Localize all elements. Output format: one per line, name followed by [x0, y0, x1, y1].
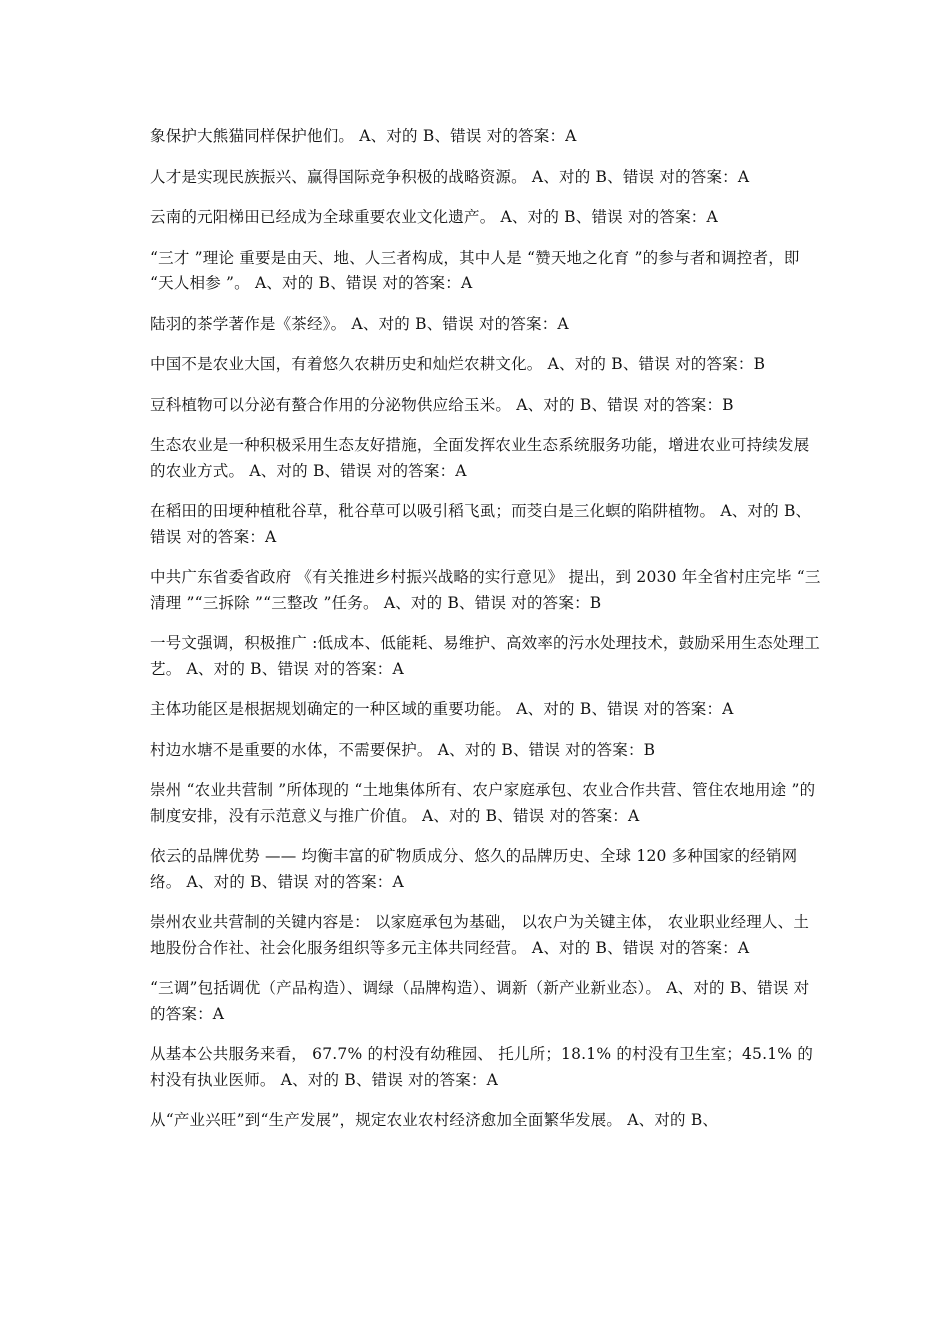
question-item: 中国不是农业大国，有着悠久农耕历史和灿烂农耕文化。 A、对的 B、错误 对的答案：B	[150, 355, 766, 373]
question-item: 一号文强调，积极推广 :低成本、低能耗、易维护、高效率的污水处理技术，鼓励采用生态处理工艺。 A、对的 B、错误 对的答案：A	[150, 634, 820, 678]
question-item: 依云的品牌优势 —— 均衡丰富的矿物质成分、悠久的品牌历史、全球 120 多种国家的经销网络。 A、对的 B、错误 对的答案：A	[150, 847, 798, 891]
question-item: 生态农业是一种积极采用生态友好措施，全面发挥农业生态系统服务功能，增进农业可持续发展的农业方式。 A、对的 B、错误 对的答案：A	[150, 436, 810, 480]
question-item: 象保护大熊猫同样保护他们。 A、对的 B、错误 对的答案：A	[150, 127, 577, 145]
question-item: 人才是实现民族振兴、赢得国际竞争积极的战略资源。 A、对的 B、错误 对的答案：A	[150, 167, 750, 186]
question-item: 从基本公共服务来看， 67.7% 的村没有幼稚园、 托儿所；18.1% 的村没有卫生室；45.1% 的村没有执业医师。 A、对的 B、错误 对的答案：A	[150, 1045, 814, 1089]
question-item: 村边水塘不是重要的水体，不需要保护。 A、对的 B、错误 对的答案：B	[150, 740, 656, 759]
question-item: 崇州农业共营制的关键内容是： 以家庭承包为基础， 以农户为关键主体， 农业职业经理人、土地股份合作社、社会化服务组织等多元主体共同经营。 A、对的 B、错误 对的答案：A	[150, 913, 810, 957]
question-item: 从“产业兴旺”到“生产发展”，规定农业农村经济愈加全面繁华发展。 A、对的 B、	[150, 1111, 719, 1129]
question-item: 主体功能区是根据规划确定的一种区域的重要功能。 A、对的 B、错误 对的答案：A	[150, 700, 734, 718]
question-item: 中共广东省委省政府 《有关推进乡村振兴战略的实行意见》 提出，到 2030 年全省村庄完毕 “三清理 ”“三拆除 ”“三整改 ”任务。 A、对的 B、错误 对的答案：B	[150, 568, 821, 612]
question-item: 陆羽的茶学著作是《茶经》。 A、对的 B、错误 对的答案：A	[150, 314, 569, 333]
document-body	[150, 124, 822, 1149]
question-item: “三才 ”理论 重要是由天、地、人三者构成，其中人是 “赞天地之化育 ”的参与者和调控者，即 “天人相参 ”。 A、对的 B、错误 对的答案：A	[150, 248, 800, 292]
question-item: 在稻田的田埂种植秕谷草，秕谷草可以吸引稻飞虱；而茭白是三化螟的陷阱植物。 A、对的 B、错误 对的答案：A	[150, 502, 812, 546]
question-item: 豆科植物可以分泌有螯合作用的分泌物供应给玉米。 A、对的 B、错误 对的答案：B	[150, 395, 734, 414]
question-item: 云南的元阳梯田已经成为全球重要农业文化遗产。 A、对的 B、错误 对的答案：A	[150, 208, 718, 226]
question-item: “三调”包括调优（产品构造）、调绿（品牌构造）、调新（新产业新业态）。 A、对的 B、错误 对的答案：A	[150, 979, 810, 1023]
question-item: 崇州 “农业共营制 ”所体现的 “土地集体所有、农户家庭承包、农业合作共营、管住农地用途 ”的制度安排，没有示范意义与推广价值。 A、对的 B、错误 对的答案：A	[150, 781, 816, 825]
